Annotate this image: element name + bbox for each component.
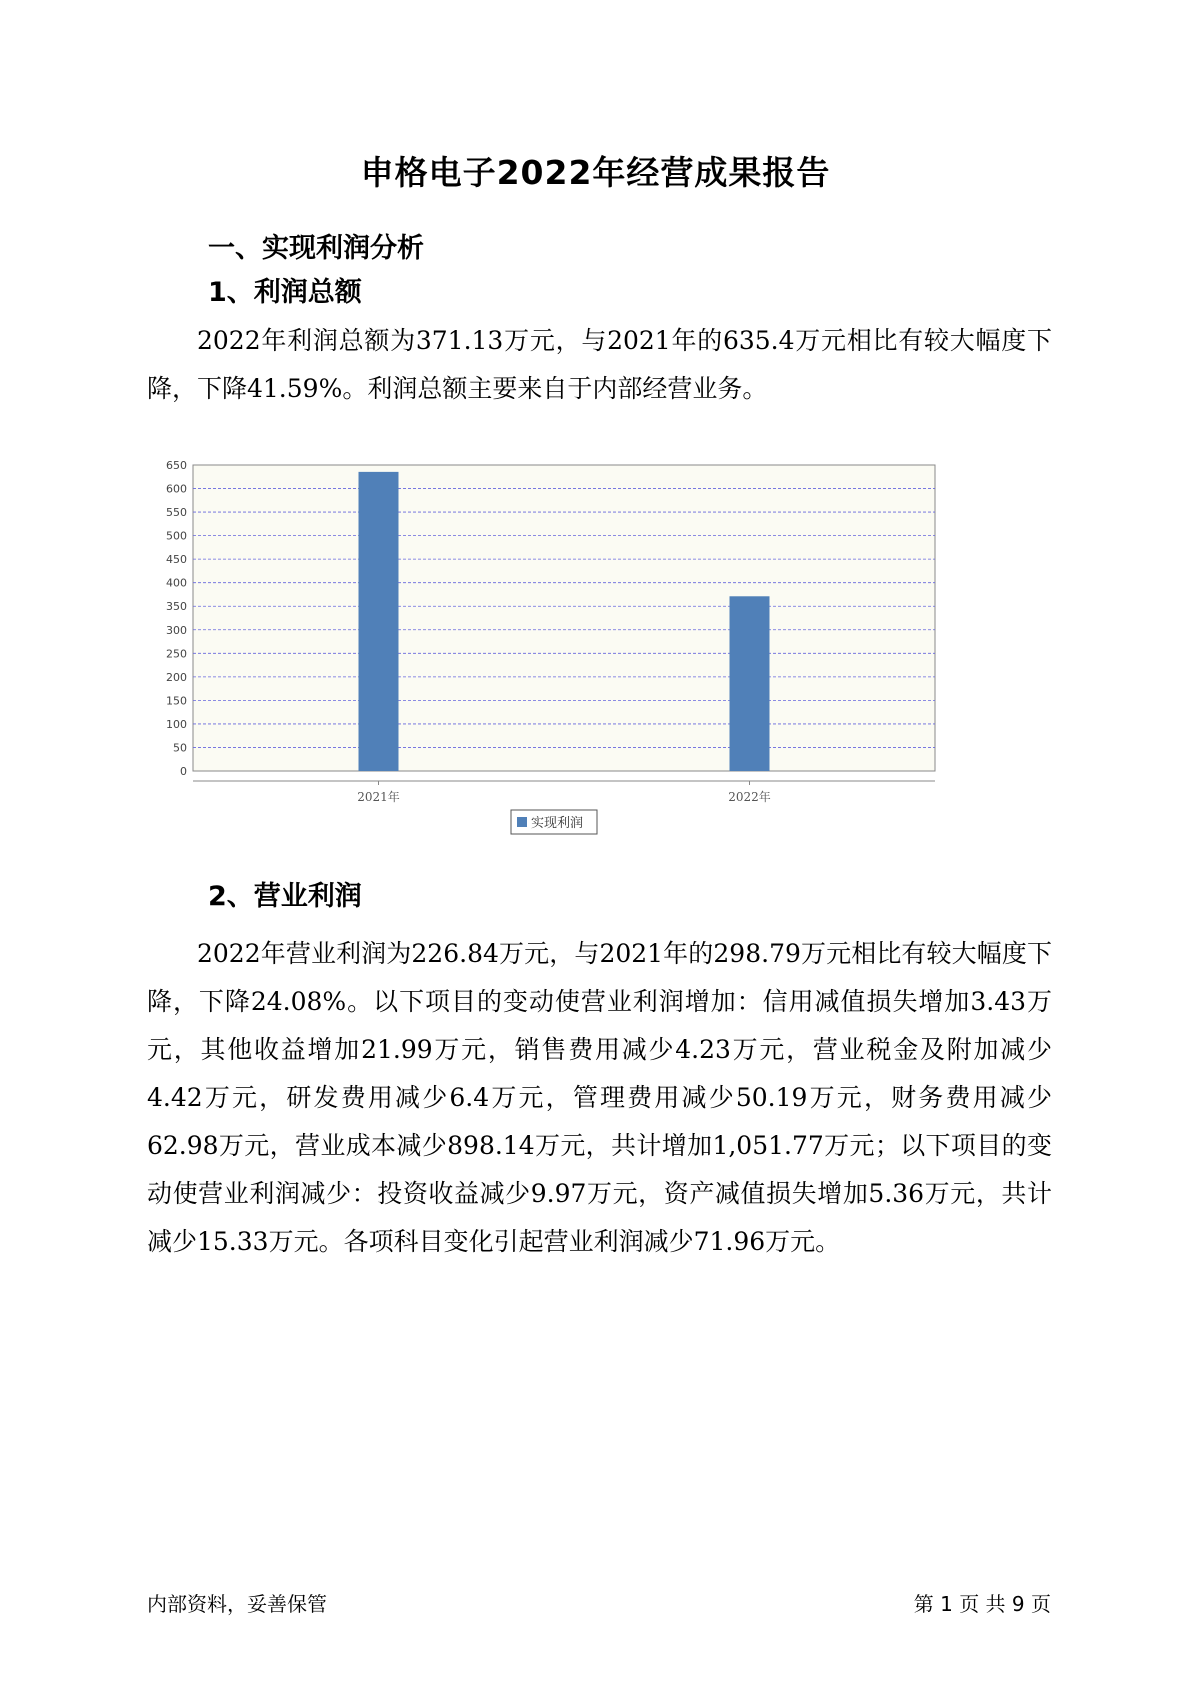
- y-tick-label: 0: [180, 765, 187, 778]
- x-tick-label: 2022年: [728, 790, 771, 804]
- page-title: 申格电子2022年经营成果报告: [360, 153, 831, 192]
- y-tick-label: 600: [166, 482, 187, 496]
- paragraph-total-profit: 2022年利润总额为371.13万元，与2021年的635.4万元相比有较大幅度下降，下降41.59%。利润总额主要来自于内部经营业务。: [147, 326, 1052, 403]
- y-tick-label: 100: [166, 717, 187, 731]
- footer-page-number: 第 1 页 共 9 页: [913, 1592, 1051, 1616]
- x-tick-label: 2021年: [357, 790, 400, 804]
- y-tick-label: 400: [166, 576, 187, 590]
- section-heading-profit-analysis: 一、实现利润分析: [208, 233, 424, 264]
- y-tick-label: 300: [166, 623, 187, 637]
- paragraph-operating-profit: 2022年营业利润为226.84万元，与2021年的298.79万元相比有较大幅度下降，下降24.08%。以下项目的变动使营业利润增加：信用减值损失增加3.43万元，其他收益增加21.99万元，销售费用减少4.23万元，营业税金及附加减少4.42万元，研发费用减少6.4万元，管理费用减少50.19万元，财务费用减少62.98万元，营业成本减少898.14万元，共计增加1,051.77万元；以下项目的变动使营业利润减少：投资收益减少9.97万元，资产减值损失增加5.36万元，共计减少15.33万元。各项科目变化引起营业利润减少71.96万元。: [147, 939, 1052, 1256]
- y-tick-label: 200: [166, 670, 187, 684]
- plot-area: [193, 465, 935, 771]
- legend-swatch: [517, 817, 527, 827]
- legend-label: 实现利润: [531, 816, 584, 831]
- y-tick-label: 350: [166, 600, 187, 614]
- chart-legend: [511, 810, 597, 834]
- y-tick-label: 550: [166, 506, 187, 520]
- bar-2022年: [730, 596, 770, 771]
- y-tick-label: 250: [166, 647, 187, 661]
- footer-confidential-note: 内部资料，妥善保管: [147, 1592, 327, 1616]
- y-tick-label: 150: [166, 694, 187, 708]
- subheading-total-profit: 1、利润总额: [208, 277, 362, 308]
- y-tick-label: 450: [166, 553, 187, 567]
- y-tick-label: 500: [166, 529, 187, 543]
- y-tick-label: 50: [173, 741, 187, 755]
- subheading-operating-profit: 2、营业利润: [208, 881, 362, 912]
- y-tick-label: 650: [166, 459, 187, 472]
- profit-bar-chart: [160, 455, 960, 845]
- bar-2021年: [359, 472, 399, 771]
